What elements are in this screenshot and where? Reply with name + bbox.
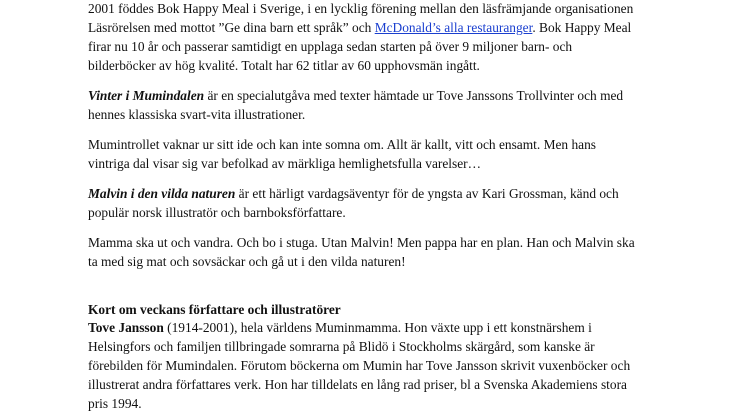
book2-desc-line-2: ta med sig mat och sovsäckar och gå ut i den vilda naturen! <box>88 254 406 269</box>
intro-line-2: Läsrörelsen med mottot ”Ge dina barn ett språk” och McDonald’s alla restauranger. Bok Happy Meal <box>88 20 632 35</box>
book2-desc-line-1: Mamma ska ut och vandra. Och bo i stuga. Utan Malvin! Men pappa har en plan. Han och Malvin ska <box>88 235 635 250</box>
book1-line-1: Vinter i Mumindalen är en specialutgåva med texter hämtade ur Tove Janssons Trollvinter och med <box>88 88 624 103</box>
book2-line-2: populär norsk illustratör och barnboksförfattare. <box>88 205 346 220</box>
author-line-5: pris 1994. <box>88 396 142 411</box>
intro-line-1: 2001 föddes Bok Happy Meal i Sverige, i en lycklig förening mellan den läsfrämjande organisationen <box>88 1 634 16</box>
book1-line-2: hennes klassiska svart-vita illustrationer. <box>88 107 306 122</box>
mcdonalds-link[interactable]: McDonald’s alla restauranger <box>374 20 533 35</box>
book2-title: Malvin i den vilda naturen <box>88 186 236 201</box>
book1-title: Vinter i Mumindalen <box>88 88 205 103</box>
book1-desc-line-2: vintriga dal visar sig var befolkad av märkliga hemlighetsfulla varelser… <box>88 156 482 171</box>
author-line-1: Tove Jansson (1914-2001), hela världens Muminmamma. Hon växte upp i ett konstnärshem i <box>88 320 592 335</box>
section-heading: Kort om veckans författare och illustratörer <box>88 302 341 317</box>
author-name: Tove Jansson <box>88 320 164 335</box>
intro-line-3: firar nu 10 år och passerar samtidigt en upplaga sedan starten på över 9 miljoner barn- och <box>88 39 573 54</box>
book2-line-1: Malvin i den vilda naturen är ett härligt vardagsäventyr för de yngsta av Kari Grossman, känd och <box>88 186 619 201</box>
author-line-3: förebilden för Mumindalen. Förutom böckerna om Mumin har Tove Jansson skrivit vuxenböcker och <box>88 358 631 373</box>
intro-line-4: bilderböcker av hög kvalité. Totalt har 62 titlar av 60 upphovsmän ingått. <box>88 58 480 73</box>
author-line-2: Helsingfors och familjen tillbringade somrarna på Blidö i Stockholms skärgård, som kanske är <box>88 339 595 354</box>
book1-desc-line-1: Mumintrollet vaknar ur sitt ide och kan inte somna om. Allt är kallt, vitt och ensamt. Men hans <box>88 137 597 152</box>
author-line-4: illustrerat andra författares verk. Hon har tilldelats en lång rad priser, bl a Svenska Akademiens stora <box>88 377 627 392</box>
